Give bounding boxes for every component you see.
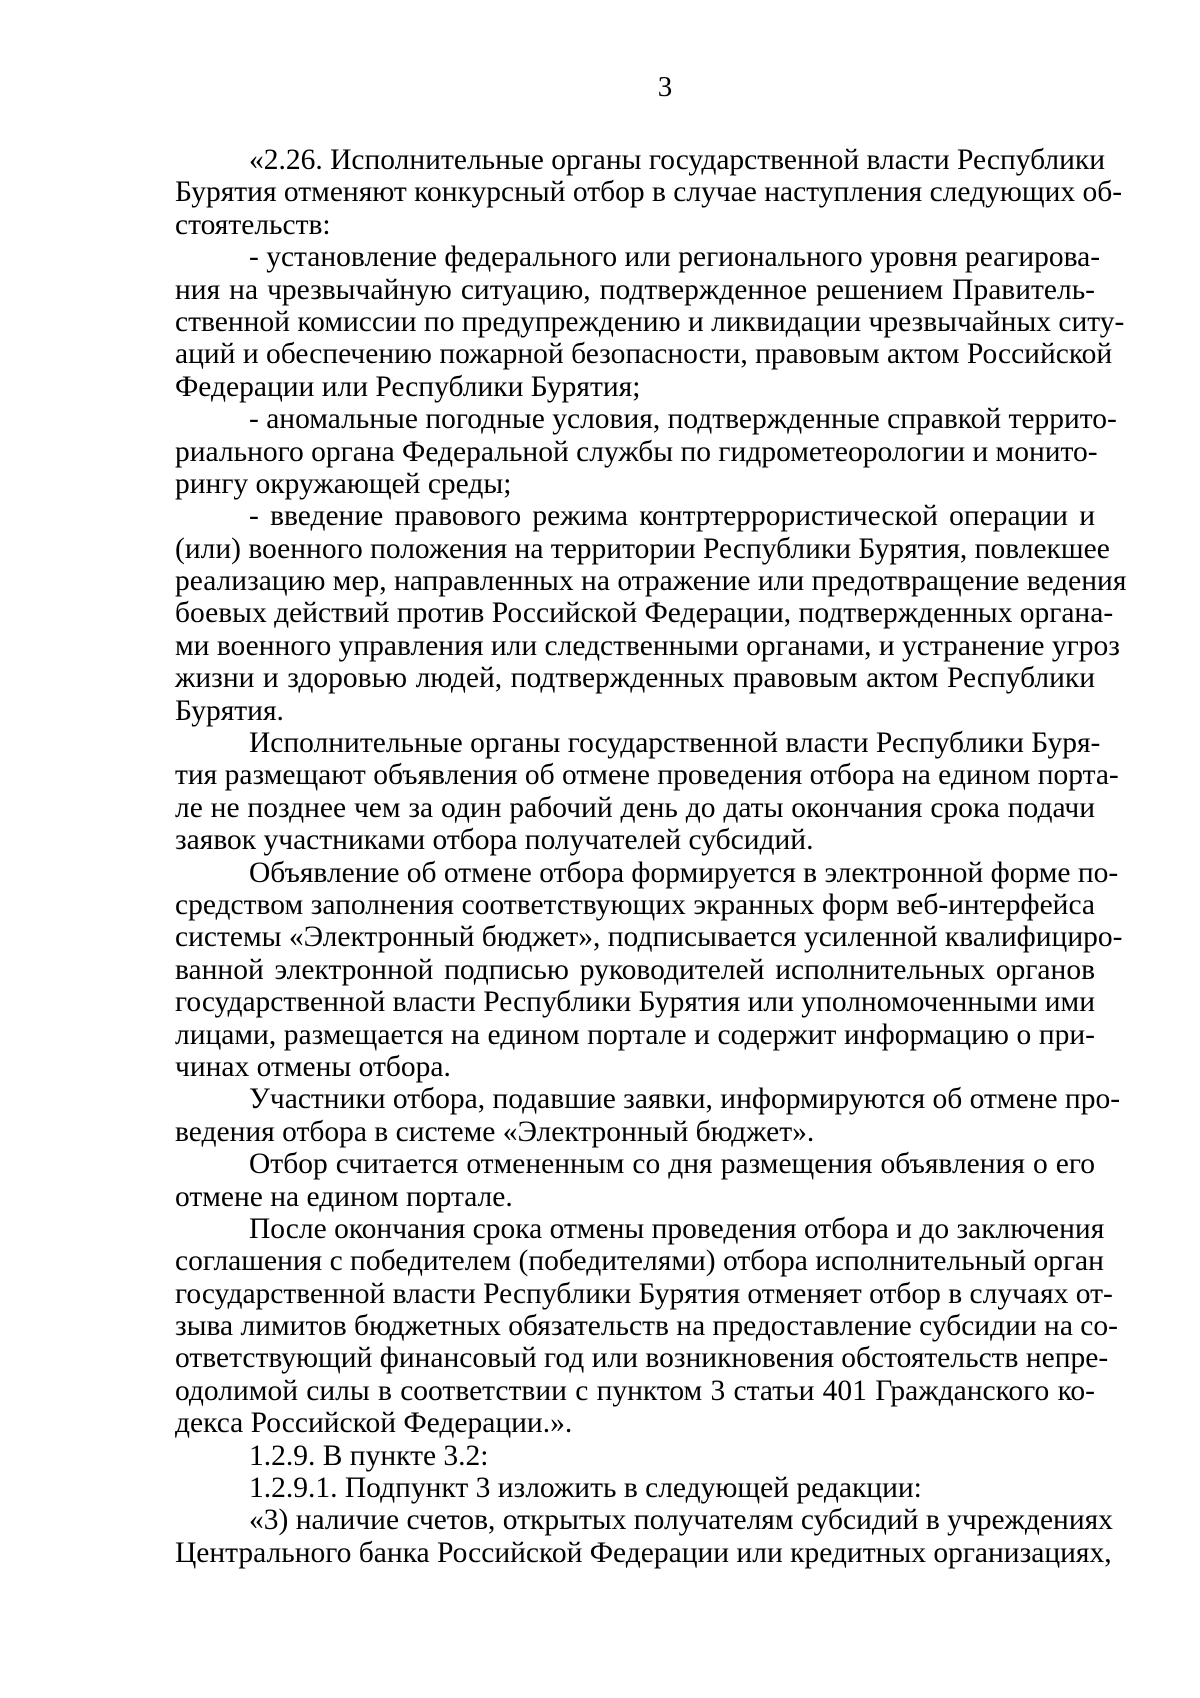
text-line: Участники отбора, подавшие заявки, информируются об отмене про- xyxy=(249,1083,1121,1116)
text-line: Бурятия отменяют конкурсный отбор в случае наступления следующих об- xyxy=(175,176,1123,209)
text-line: - аномальные погодные условия, подтвержденные справкой террито- xyxy=(249,403,1117,436)
text-line: ванной электронной подписью руководителей исполнительных органов xyxy=(175,953,1095,986)
text-line: После окончания срока отмены проведения отбора и до заключения xyxy=(249,1212,1105,1245)
text-line: риального органа Федеральной службы по гидрометеорологии и монито- xyxy=(175,435,1098,468)
text-line: ле не позднее чем за один рабочий день до даты окончания срока подачи xyxy=(175,791,1095,824)
text-line: ми военного управления или следственными органами, и устранение угроз xyxy=(175,629,1120,662)
text-line: Объявление об отмене отбора формируется в электронной форме по- xyxy=(249,856,1119,889)
text-line: лицами, размещается на едином портале и содержит информацию о при- xyxy=(175,1018,1095,1051)
text-line: ведения отбора в системе «Электронный бюджет». xyxy=(175,1115,815,1148)
text-line: средством заполнения соответствующих экранных форм веб-интерфейса xyxy=(175,888,1095,921)
text-line: стоятельств: xyxy=(175,208,331,241)
text-line: декса Российской Федерации.». xyxy=(175,1407,573,1440)
text-line: Центрального банка Российской Федерации или кредитных организациях, xyxy=(175,1536,1112,1569)
text-line: «2.26. Исполнительные органы государственной власти Республики xyxy=(249,144,1105,176)
text-line: (или) военного положения на территории Республики Бурятия, повлекшее xyxy=(175,532,1110,565)
document-body xyxy=(175,144,1127,1569)
text-line: аций и обеспечению пожарной безопасности, правовым актом Российской xyxy=(175,338,1113,371)
text-line: ответствующий финансовый год или возникновения обстоятельств непре- xyxy=(175,1342,1109,1375)
text-line: чинах отмены отбора. xyxy=(175,1050,451,1083)
text-line: рингу окружающей среды; xyxy=(175,467,512,500)
text-line: - введение правового режима контртеррористической операции и xyxy=(249,500,1095,533)
text-line: Федерации или Республики Бурятия; xyxy=(175,370,641,403)
text-line: отмене на едином портале. xyxy=(175,1180,513,1213)
text-line: реализацию мер, направленных на отражение или предотвращение ведения xyxy=(175,565,1127,598)
text-line: Бурятия. xyxy=(175,694,284,727)
text-line: заявок участниками отбора получателей субсидий. xyxy=(175,824,814,857)
text-line: ния на чрезвычайную ситуацию, подтвержденное решением Правитель- xyxy=(175,273,1095,306)
text-line: «3) наличие счетов, открытых получателям субсидий в учреждениях xyxy=(249,1504,1113,1537)
text-line: системы «Электронный бюджет», подписывается усиленной квалифициро- xyxy=(175,921,1123,954)
text-line: государственной власти Республики Бурятия отменяет отбор в случаях от- xyxy=(175,1277,1113,1310)
text-line: тия размещают объявления об отмене проведения отбора на едином порта- xyxy=(175,759,1119,792)
text-line: Исполнительные органы государственной власти Республики Буря- xyxy=(249,727,1101,760)
text-line: 1.2.9.1. Подпункт 3 изложить в следующей редакции: xyxy=(249,1472,922,1505)
text-line: жизни и здоровью людей, подтвержденных правовым актом Республики xyxy=(175,662,1095,695)
text-line: одолимой силы в соответствии с пунктом 3 статьи 401 Гражданского ко- xyxy=(175,1374,1095,1407)
text-line: государственной власти Республики Бурятия или уполномоченными ими xyxy=(175,986,1095,1019)
text-line: боевых действий против Российской Федерации, подтвержденных органа- xyxy=(175,597,1114,630)
text-line: ственной комиссии по предупреждению и ликвидации чрезвычайных ситу- xyxy=(175,305,1125,338)
text-line: зыва лимитов бюджетных обязательств на предоставление субсидии на со- xyxy=(175,1310,1118,1343)
page-number: 3 xyxy=(657,71,673,103)
text-line: соглашения с победителем (победителями) отбора исполнительный орган xyxy=(175,1245,1104,1278)
text-line: Отбор считается отмененным со дня размещения объявления о его xyxy=(249,1148,1095,1181)
text-line: 1.2.9. В пункте 3.2: xyxy=(249,1439,489,1472)
text-line: - установление федерального или регионального уровня реагирова- xyxy=(249,241,1101,274)
